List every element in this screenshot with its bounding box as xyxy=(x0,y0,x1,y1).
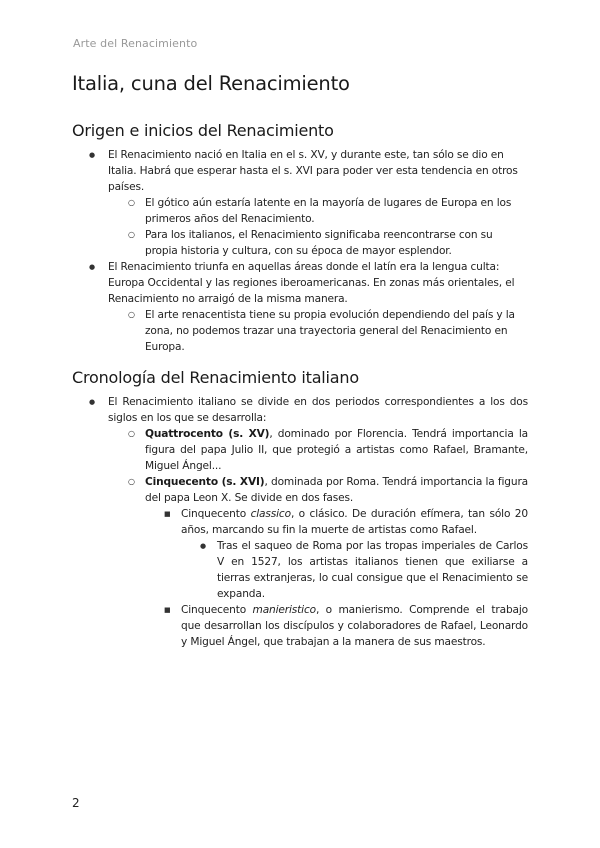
list-item-cinquecento xyxy=(145,474,528,650)
list-item xyxy=(217,538,528,602)
list-item-text: , o manierismo. Comprende el trabajo que desarrollan los discípulos y colaboradores de Rafael, Leonardo y Miguel Ángel, que trabajan a la manera de sus maestros. xyxy=(181,604,528,648)
term-classico: classico xyxy=(250,508,291,520)
list-item-text: Cinquecento xyxy=(181,508,251,520)
list-item-text: , o clásico. De duración efímera, tan sólo 20 años, marcando su fin la muerte de artistas como Rafael. xyxy=(181,508,528,536)
cronologia-list xyxy=(108,394,528,650)
list-item-text: El arte renacentista tiene su propia evolución dependiendo del país y la zona, no podemos trazar una trayectoria general del Renacimiento en Europa. xyxy=(145,309,515,353)
list-item-text: El Renacimiento italiano se divide en dos periodos correspondientes a los dos siglos en los que se desarrolla: xyxy=(108,396,528,424)
list-item-text: Tras el saqueo de Roma por las tropas imperiales de Carlos V en 1527, los artistas italianos tienen que exiliarse a tierras extranjeras, lo cual consigue que el Renacimiento se expanda. xyxy=(217,540,528,600)
list-item-text: El Renacimiento triunfa en aquellas áreas donde el latín era la lengua culta: Europa Occidental y las regiones iberoamericanas. En zonas más orientales, el Renacimiento no arraigó de la misma manera. xyxy=(108,261,515,305)
list-item-text: Para los italianos, el Renacimiento significaba reencontrarse con su propia historia y cultura, con su época de mayor esplendor. xyxy=(145,229,493,257)
list-item-text: El gótico aún estaría latente en la mayoría de lugares de Europa en los primeros años del Renacimiento. xyxy=(145,197,512,225)
list-item-text: Cinquecento xyxy=(181,604,253,616)
list-item-text: , dominada por Roma. Tendrá importancia la figura del papa Leon X. Se divide en dos fases. xyxy=(145,476,528,504)
list-item-manieristico xyxy=(181,602,528,650)
page-number: 2 xyxy=(72,796,80,810)
section-heading-origen: Origen e inicios del Renacimiento xyxy=(72,121,334,140)
list-item xyxy=(145,227,528,259)
list-item xyxy=(108,259,528,355)
term-quattrocento: Quattrocento (s. XV) xyxy=(145,428,270,440)
term-manieristico: manieristico xyxy=(252,604,316,616)
list-item xyxy=(145,307,528,355)
page-title: Italia, cuna del Renacimiento xyxy=(72,72,350,95)
list-item-classico xyxy=(181,506,528,602)
section-heading-cronologia: Cronología del Renacimiento italiano xyxy=(72,368,359,387)
list-item-text: , dominado por Florencia. Tendrá importancia la figura del papa Julio II, que protegió a artistas como Rafael, Bramante, Miguel Ángel... xyxy=(145,428,528,472)
list-item xyxy=(145,195,528,227)
term-cinquecento: Cinquecento (s. XVI) xyxy=(145,476,265,488)
list-item-quattrocento xyxy=(145,426,528,474)
list-item xyxy=(108,147,528,259)
running-header: Arte del Renacimiento xyxy=(73,37,198,50)
list-item-text: El Renacimiento nació en Italia en el s. XV, y durante este, tan sólo se dio en Italia. Habrá que esperar hasta el s. XVI para poder ver esta tendencia en otros países. xyxy=(108,149,518,193)
origen-list xyxy=(108,147,528,355)
list-item xyxy=(108,394,528,650)
